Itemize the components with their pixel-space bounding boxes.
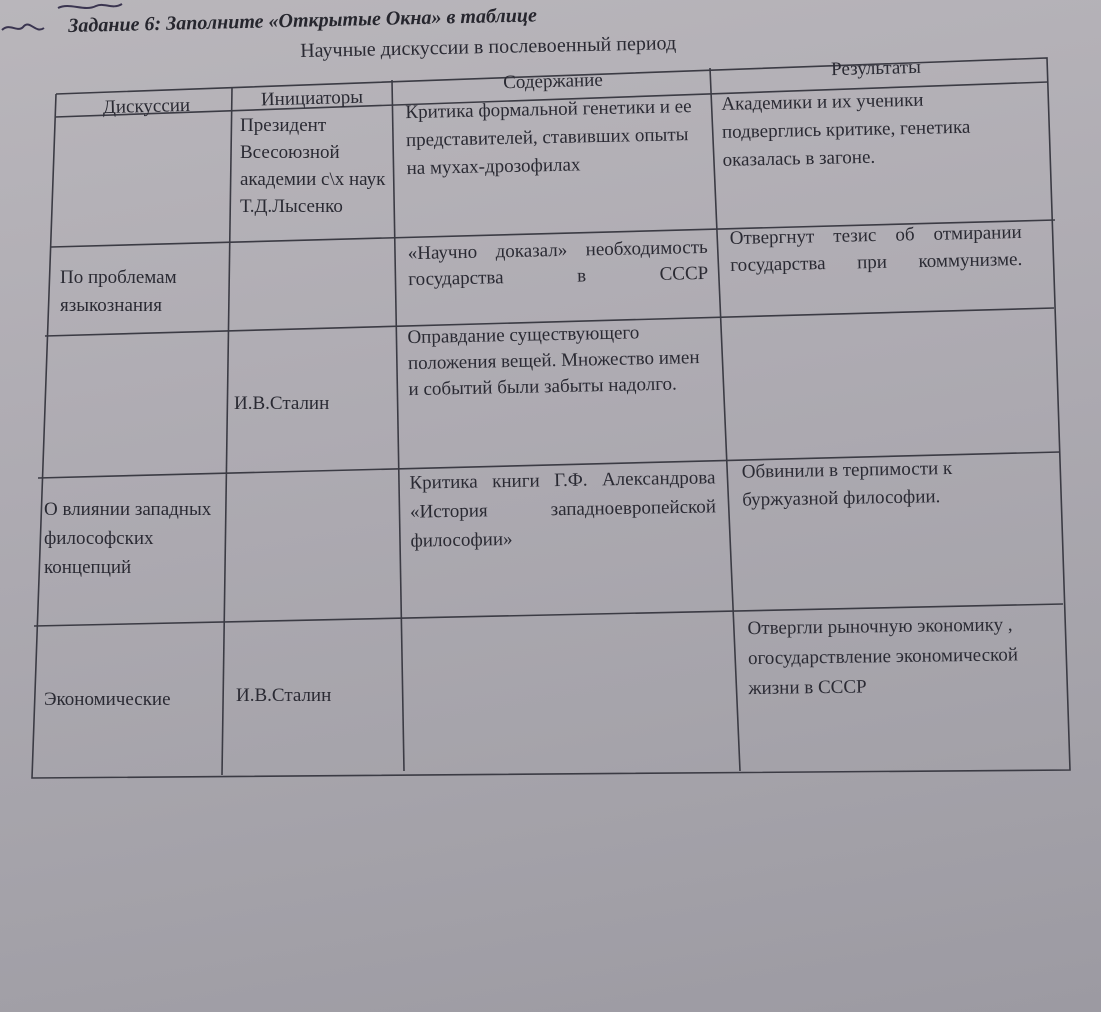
- cell-discussion-row-5: Экономические: [44, 689, 171, 710]
- cell-initiators-row-3: И.В.Сталин: [234, 393, 330, 414]
- cell-content-row-1: Критика формальной генетики и ее представителей, ставивших опыты на мухах-дрозофилах: [405, 96, 692, 180]
- cell-content-row-3: Оправдание существующего положения вещей. Множество имен и событий были забыты надолго.: [407, 322, 700, 401]
- task-title: Задание 6: Заполните «Открытые Окна» в таблице: [68, 4, 538, 37]
- cell-discussion-row-4: О влиянии западных философских концепций: [44, 499, 212, 578]
- column-header-discussions: Дискуссии: [102, 94, 191, 119]
- column-header-initiators: Инициаторы: [260, 86, 364, 111]
- cell-content-row-2: «Научно доказал» необходимость государства в СССР: [407, 236, 709, 291]
- cell-results-row-2: Отвергнут тезис об отмирании государства при коммунизме.: [729, 221, 1023, 277]
- column-header-content: Содержание: [502, 69, 604, 94]
- column-header-results: Результаты: [830, 56, 922, 81]
- cell-results-row-5: Отвергли рыночную экономику , огосударствление экономической жизни в СССР: [747, 614, 1019, 700]
- cell-initiators-row-5: И.В.Сталин: [236, 685, 332, 706]
- table-caption: Научные дискуссии в послевоенный период: [300, 32, 677, 62]
- cell-content-row-4: Критика книги Г.Ф. Александрова «История западноевропейской философии»: [409, 467, 717, 552]
- cell-discussion-row-2: По проблемам языкознания: [60, 267, 177, 316]
- cell-initiators-row-1: Президент Всесоюзной академии с\х наук Т.Д.Лысенко: [240, 115, 386, 217]
- cell-results-row-4: Обвинили в терпимости к буржуазной философии.: [741, 457, 953, 511]
- cell-results-row-1: Академики и их ученики подверглись критике, генетика оказалась в загоне.: [721, 89, 971, 171]
